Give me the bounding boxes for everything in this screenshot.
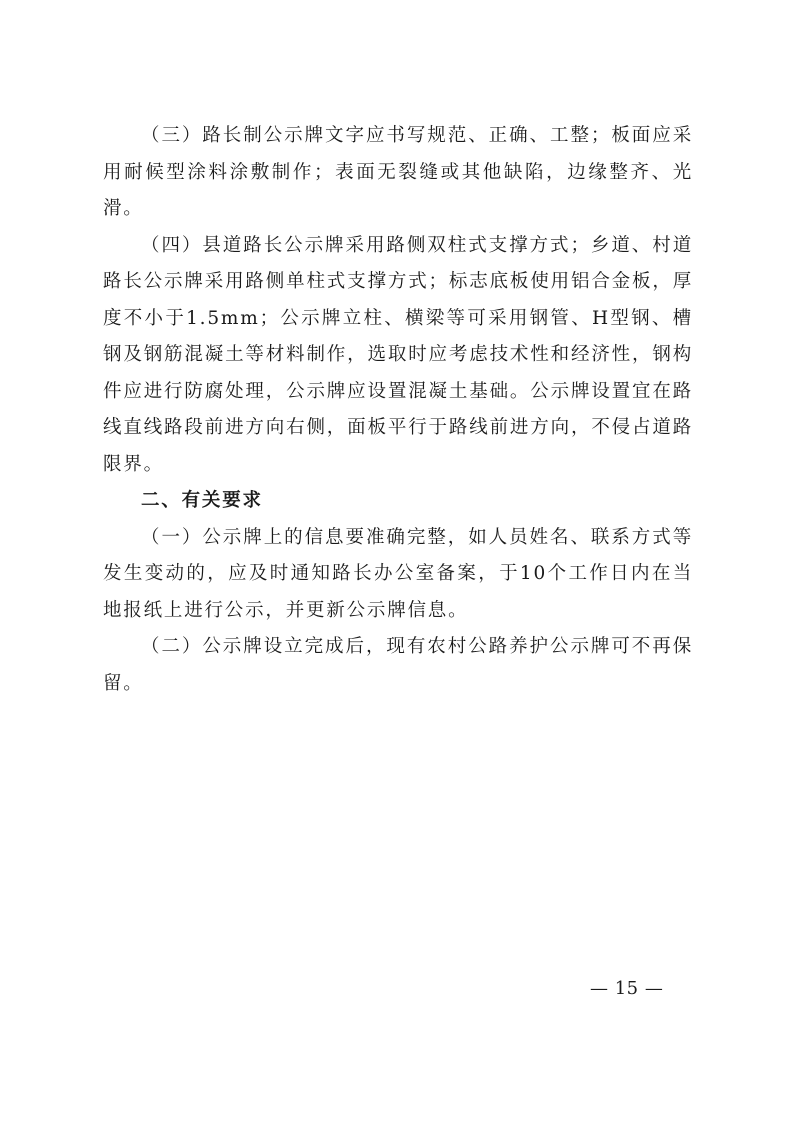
page-number: — 15 — <box>590 978 664 999</box>
paragraph-item-3-board-text: （三）路长制公示牌文字应书写规范、正确、工整；板面应采用耐候型涂料涂敷制作；表面无裂缝或其他缺陷，边缘整齐、光滑。 <box>103 125 693 219</box>
paragraph-item-2-old-board: （二）公示牌设立完成后，现有农村公路养护公示牌可不再保留。 <box>103 636 693 694</box>
paragraph-item-1-info-update: （一）公示牌上的信息要准确完整，如人员姓名、联系方式等发生变动的，应及时通知路长办公室备案，于10个工作日内在当地报纸上进行公示，并更新公示牌信息。 <box>103 526 693 621</box>
paragraph-item-4-board-support: （四）县道路长公示牌采用路侧双柱式支撑方式；乡道、村道路长公示牌采用路侧单柱式支撑方式；标志底板使用铝合金板，厚度不小于1.5mm；公示牌立柱、横梁等可采用钢管、H型钢、槽钢及钢筋混凝土等材料制作，选取时应考虑技术性和经济性，钢构件应进行防腐处理，公示牌应设置混凝土基础。公示牌设置宜在路线直线路段前进方向右侧，面板平行于路线前进方向，不侵占道路限界。 <box>103 234 693 475</box>
document-body <box>103 118 693 702</box>
section-heading-requirements: 二、有关要求 <box>141 490 263 511</box>
